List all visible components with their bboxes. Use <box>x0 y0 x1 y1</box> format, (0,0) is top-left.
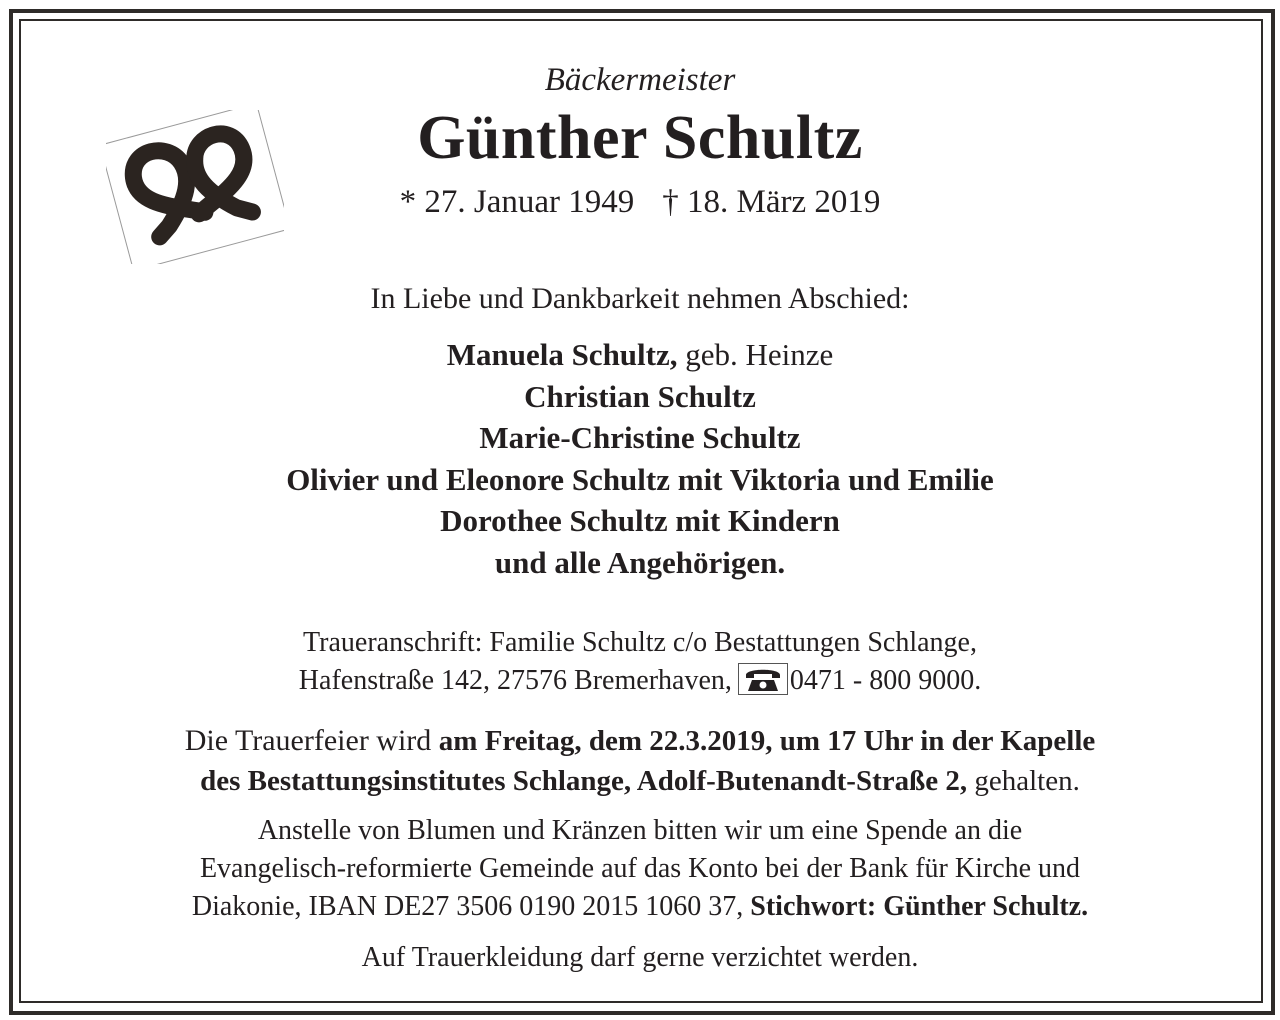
death-date: † 18. März 2019 <box>662 184 881 220</box>
phone-number: 0471 - 800 9000. <box>789 665 982 696</box>
ceremony-date-time: am Freitag, dem 22.3.2019, um 17 Uhr in der Kapelle <box>438 725 1096 757</box>
profession: Bäckermeister <box>544 62 736 98</box>
birth-date: * 27. Januar 1949 <box>399 184 635 220</box>
mourners-list <box>30 334 1250 583</box>
ceremony-tail: gehalten. <box>967 765 1080 797</box>
donation-line-2: Evangelisch-reformierte Gemeinde auf das Konto bei der Bank für Kirche und <box>199 853 1081 884</box>
mourner-name: Manuela Schultz, <box>446 337 678 372</box>
telephone-icon <box>738 663 788 695</box>
address-line-1: Traueranschrift: Familie Schultz c/o Bestattungen Schlange, <box>303 627 977 658</box>
ceremony-info <box>30 721 1250 801</box>
ceremony-line-2 <box>30 761 1250 801</box>
mourner-line: Dorothee Schultz mit Kindern <box>440 503 840 538</box>
closing-note: Auf Trauerkleidung darf gerne verzichtet werden. <box>361 942 919 973</box>
deceased-name: Günther Schultz <box>417 104 863 172</box>
mourner-maiden-name: geb. Heinze <box>677 337 834 372</box>
address-line-2 <box>30 662 1250 700</box>
donation-request <box>30 812 1250 926</box>
mourner-line <box>30 334 1250 376</box>
farewell-intro: In Liebe und Dankbarkeit nehmen Abschied: <box>370 282 910 315</box>
donation-iban: Diakonie, IBAN DE27 3506 0190 2015 1060 37, <box>191 891 751 922</box>
mourner-line: Christian Schultz <box>524 378 756 414</box>
donation-line-1: Anstelle von Blumen und Kränzen bitten wir um eine Spende an die <box>257 815 1023 846</box>
address-street: Hafenstraße 142, 27576 Bremerhaven, <box>298 665 732 696</box>
ceremony-location: des Bestattungsinstitutes Schlange, Adolf-Butenandt-Straße 2, <box>200 765 968 797</box>
donation-line-3 <box>30 888 1250 926</box>
donation-keyword: Stichwort: Günther Schultz. <box>750 891 1089 922</box>
mourner-line: Olivier und Eleonore Schultz mit Viktoria und Emilie <box>286 461 994 497</box>
mourning-address <box>30 624 1250 700</box>
ceremony-line-1 <box>30 721 1250 761</box>
ceremony-lead: Die Trauerfeier wird <box>184 724 439 757</box>
mourner-line: und alle Angehörigen. <box>494 544 786 580</box>
life-dates <box>30 184 1250 221</box>
mourner-line: Marie-Christine Schultz <box>479 420 801 455</box>
